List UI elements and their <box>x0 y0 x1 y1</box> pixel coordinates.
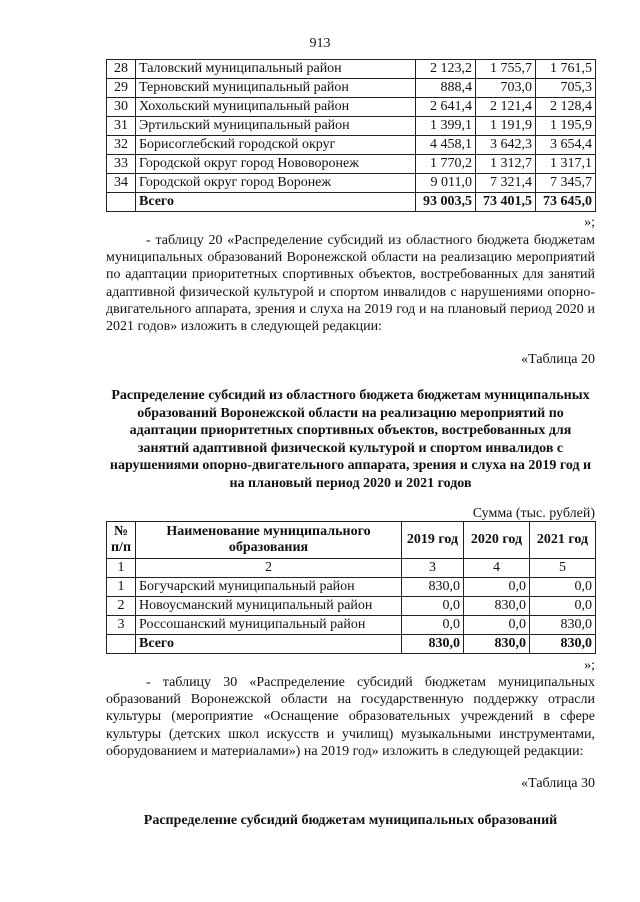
table-row <box>107 578 596 597</box>
empty-cell <box>107 635 136 654</box>
total-label: Всего <box>136 635 402 654</box>
value-2019: 830,0 <box>402 578 464 597</box>
value-2021: 705,3 <box>536 79 596 98</box>
table-row <box>107 79 596 98</box>
row-number: 34 <box>107 174 136 193</box>
municipality-name: Россошанский муниципальный район <box>136 616 402 635</box>
value-2019: 2 123,2 <box>416 60 476 79</box>
value-2021: 3 654,4 <box>536 136 596 155</box>
total-2020: 830,0 <box>464 635 530 654</box>
header-name: Наименование муниципального образования <box>136 522 402 559</box>
sum-unit-label: Сумма (тыс. рублей) <box>472 506 595 521</box>
row-number: 31 <box>107 117 136 136</box>
value-2021: 2 128,4 <box>536 98 596 117</box>
table-row <box>107 597 596 616</box>
value-2019: 888,4 <box>416 79 476 98</box>
total-label: Всего <box>136 193 416 212</box>
value-2019: 2 641,4 <box>416 98 476 117</box>
value-2020: 2 121,4 <box>476 98 536 117</box>
row-number: 28 <box>107 60 136 79</box>
index-cell: 4 <box>464 559 530 578</box>
header-2019: 2019 год <box>402 522 464 559</box>
value-2019: 0,0 <box>402 616 464 635</box>
table-30-label: «Таблица 30 <box>521 776 595 791</box>
table-row <box>107 174 596 193</box>
closing-quote-2: »; <box>584 658 595 673</box>
index-cell: 5 <box>530 559 596 578</box>
value-2019: 4 458,1 <box>416 136 476 155</box>
index-cell: 3 <box>402 559 464 578</box>
paragraph-table-20: - таблицу 20 «Распределение субсидий из областного бюджета бюджетам муниципальных образований Воронежской области на реализацию мероприятий по адаптации приоритетных спортивных объектов, востребованных для занятий адаптивной физической культурой и спортом инвалидов с нарушениями опорно-двигательного аппарата, зрения и слуха на 2019 год и на плановый период 2020 и 2021 годов» изложить в следующей редакции: <box>106 233 595 335</box>
table-row <box>107 117 596 136</box>
municipality-name: Эртильский муниципальный район <box>136 117 416 136</box>
table-30-title: Распределение субсидий бюджетам муниципальных образований <box>143 813 558 828</box>
value-2021: 0,0 <box>530 597 596 616</box>
value-2021: 830,0 <box>530 616 596 635</box>
table-total-row <box>107 635 596 654</box>
table-row <box>107 155 596 174</box>
row-number: 33 <box>107 155 136 174</box>
municipality-name: Хохольский муниципальный район <box>136 98 416 117</box>
table-header-row <box>107 522 596 559</box>
value-2019: 1 399,1 <box>416 117 476 136</box>
municipality-name: Новоусманский муниципальный район <box>136 597 402 616</box>
header-2021: 2021 год <box>530 522 596 559</box>
row-number: 32 <box>107 136 136 155</box>
table-row <box>107 98 596 117</box>
total-2021: 830,0 <box>530 635 596 654</box>
header-2020: 2020 год <box>464 522 530 559</box>
header-num: № п/п <box>107 522 136 559</box>
table-row <box>107 136 596 155</box>
row-number: 30 <box>107 98 136 117</box>
municipality-name: Таловский муниципальный район <box>136 60 416 79</box>
index-cell: 1 <box>107 559 136 578</box>
value-2020: 830,0 <box>464 597 530 616</box>
row-number: 3 <box>107 616 136 635</box>
table-20 <box>106 521 596 654</box>
value-2021: 0,0 <box>530 578 596 597</box>
value-2019: 0,0 <box>402 597 464 616</box>
value-2020: 3 642,3 <box>476 136 536 155</box>
empty-cell <box>107 193 136 212</box>
total-2020: 73 401,5 <box>476 193 536 212</box>
table-index-row <box>107 559 596 578</box>
value-2020: 1 755,7 <box>476 60 536 79</box>
table-row <box>107 616 596 635</box>
municipality-name: Борисоглебский городской округ <box>136 136 416 155</box>
table-20-label: «Таблица 20 <box>521 352 595 367</box>
municipality-name: Городской округ город Нововоронеж <box>136 155 416 174</box>
value-2021: 7 345,7 <box>536 174 596 193</box>
row-number: 29 <box>107 79 136 98</box>
total-2019: 830,0 <box>402 635 464 654</box>
closing-quote: »; <box>584 215 595 230</box>
value-2020: 1 191,9 <box>476 117 536 136</box>
value-2021: 1 317,1 <box>536 155 596 174</box>
table-total-row <box>107 193 596 212</box>
value-2021: 1 761,5 <box>536 60 596 79</box>
paragraph-table-30: - таблицу 30 «Распределение субсидий бюджетам муниципальных образований Воронежской области на государственную поддержку отрасли культуры (мероприятие «Оснащение образовательных учреждений в сфере культуры (детских школ искусств и училищ) музыкальными инструментами, оборудованием и материалами») на 2019 год» изложить в следующей редакции: <box>106 675 595 759</box>
value-2019: 1 770,2 <box>416 155 476 174</box>
value-2020: 0,0 <box>464 616 530 635</box>
index-cell: 2 <box>136 559 402 578</box>
table-row <box>107 60 596 79</box>
row-number: 2 <box>107 597 136 616</box>
total-2021: 73 645,0 <box>536 193 596 212</box>
value-2020: 703,0 <box>476 79 536 98</box>
municipality-name: Терновский муниципальный район <box>136 79 416 98</box>
value-2019: 9 011,0 <box>416 174 476 193</box>
value-2020: 7 321,4 <box>476 174 536 193</box>
subsidy-table-continued <box>106 59 596 212</box>
value-2021: 1 195,9 <box>536 117 596 136</box>
total-2019: 93 003,5 <box>416 193 476 212</box>
value-2020: 0,0 <box>464 578 530 597</box>
value-2020: 1 312,7 <box>476 155 536 174</box>
municipality-name: Богучарский муниципальный район <box>136 578 402 597</box>
page-number: 913 <box>309 36 331 51</box>
municipality-name: Городской округ город Воронеж <box>136 174 416 193</box>
table-20-title: Распределение субсидий из областного бюджета бюджетам муниципальных образований Воронежской области на реализацию мероприятий по адаптации приоритетных спортивных объектов, востребованных для занятий адаптивной физической культурой и спортом инвалидов с нарушениями опорно-двигательного аппарата, зрения и слуха на 2019 год и на плановый период 2020 и 2021 годов <box>109 388 592 491</box>
row-number: 1 <box>107 578 136 597</box>
